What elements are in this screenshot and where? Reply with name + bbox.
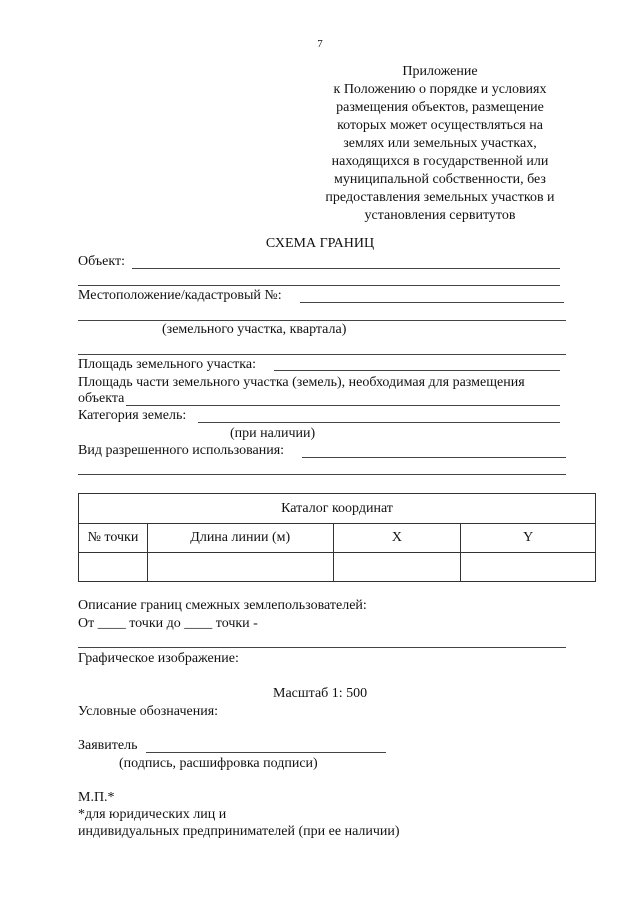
object-line-2[interactable] [78,285,560,286]
appendix-line: предоставления земельных участков и [325,190,555,205]
catalog-title: Каталог координат [79,494,596,524]
location-line-3[interactable] [78,354,566,355]
cell-point[interactable] [79,553,148,582]
applicant-signature-line[interactable] [146,752,386,753]
table-row [79,524,596,553]
appendix-line: находящихся в государственной или [331,154,549,169]
use-type-label: Вид разрешенного использования: [78,443,285,458]
location-note: (земельного участка, квартала) [162,322,347,337]
cell-y[interactable] [461,553,596,582]
appendix-line: Приложение [402,64,478,79]
graphic-label: Графическое изображение: [78,651,239,666]
category-line[interactable] [198,422,560,423]
area-label: Площадь земельного участка: [78,357,256,372]
appendix-line: к Положению о порядке и условиях [333,82,547,97]
footnote-line-2: индивидуальных предпринимателей (при ее наличии) [78,824,400,839]
applicant-label: Заявитель [78,738,138,753]
appendix-line: которых может осуществляться на [337,118,543,133]
appendix-line: установления сервитутов [364,208,516,223]
header-point: № точки [79,524,148,553]
part-area-label: Площадь части земельного участка (земель), необходимая для размещения [78,375,525,390]
adjacent-line[interactable] [78,647,566,648]
appendix-line: размещения объектов, размещение [336,100,544,115]
legend-label: Условные обозначения: [78,704,219,719]
header-y: Y [461,524,596,553]
coordinates-catalog-table [78,493,596,582]
adjacent-from: От ____ точки до ____ точки - [78,616,258,631]
header-length: Длина линии (м) [147,524,333,553]
use-type-line[interactable] [302,457,566,458]
applicant-note: (подпись, расшифровка подписи) [119,756,318,771]
location-label: Местоположение/кадастровый №: [78,288,282,303]
header-x: X [333,524,461,553]
stamp-mp: М.П.* [78,790,115,805]
scale-label: Масштаб 1: 500 [273,686,368,701]
area-line[interactable] [274,370,560,371]
appendix-line: муниципальной собственности, без [334,172,546,187]
location-line-2[interactable] [78,320,566,321]
cell-x[interactable] [333,553,461,582]
object-label: Объект: [78,254,125,269]
document-title: СХЕМА ГРАНИЦ [265,236,375,251]
table-row [79,494,596,524]
part-area-label-2: объекта [78,391,125,406]
table-row [79,553,596,582]
category-note: (при наличии) [230,426,316,441]
appendix-block [300,63,580,225]
part-area-line[interactable] [126,405,560,406]
appendix-line: землях или земельных участках, [343,136,537,151]
location-line[interactable] [300,302,564,303]
page-number: 7 [317,38,323,50]
adjacent-title: Описание границ смежных землепользователей: [78,598,367,613]
use-type-line-2[interactable] [78,474,566,475]
cell-length[interactable] [147,553,333,582]
object-line[interactable] [132,268,560,269]
footnote-line-1: *для юридических лиц и [78,807,227,822]
category-label: Категория земель: [78,408,187,423]
